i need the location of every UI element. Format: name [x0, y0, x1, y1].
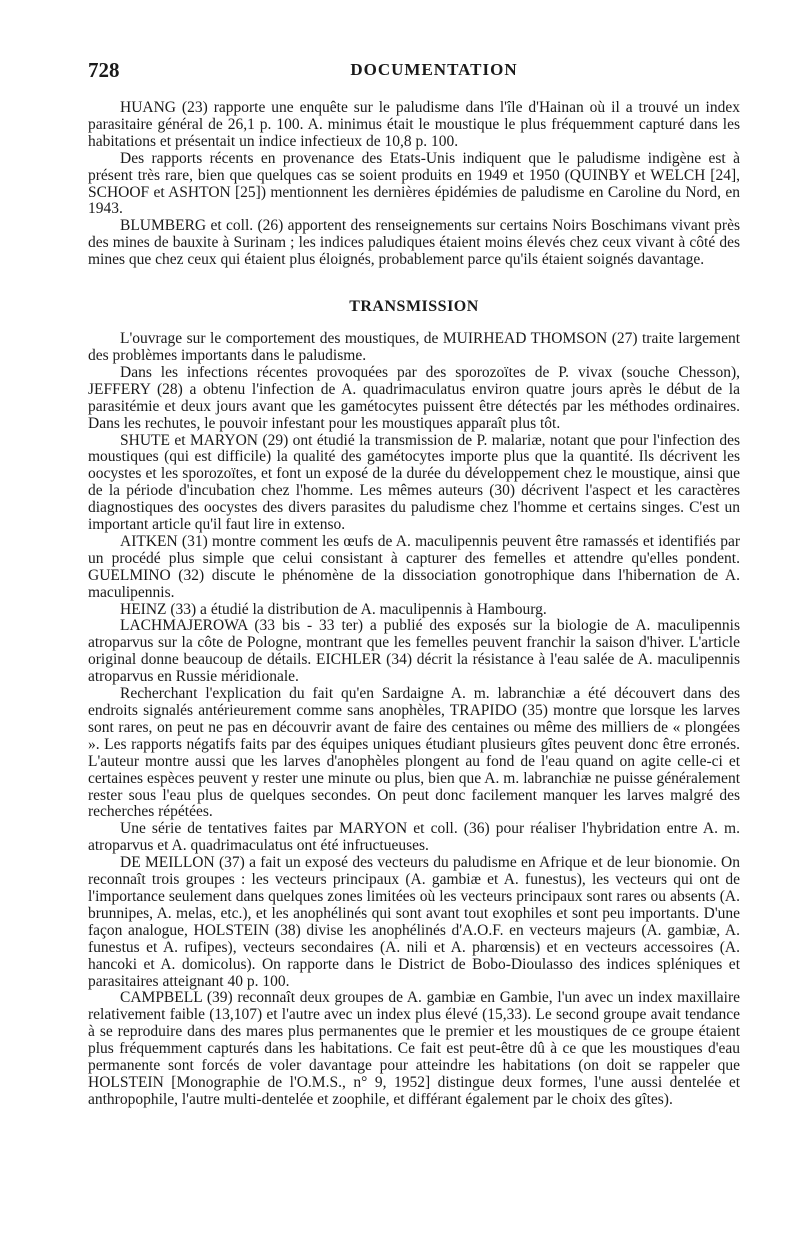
- paragraph: DE MEILLON (37) a fait un exposé des vecteurs du paludisme en Afrique et de leur bionomie. On reconnaît trois groupes : les vecteurs principaux (A. gambiæ et A. funestus), les vecteurs qui ont de l'importance seulement dans quelques zones limitées où les vecteurs principaux sont rares ou absents (A. brunnipes, A. melas, etc.), et les anophélinés qui sont avant tout exophiles et sont peu importants. D'une façon analogue, HOLSTEIN (38) divise les anophélinés d'A.O.F. en vecteurs majeurs (A. gambiæ, A. funestus et A. rufipes), vecteurs secondaires (A. nili et A. pharœnsis) et en vecteurs accessoires (A. hancoki et A. domicolus). On rapporte dans le District de Bobo-Dioulasso des indices spléniques et parasitaires atteignant 40 p. 100.: [88, 854, 740, 990]
- page-number: 728: [88, 58, 120, 82]
- paragraph: BLUMBERG et coll. (26) apportent des renseignements sur certains Noirs Boschimans vivant près des mines de bauxite à Surinam ; les indices paludiques étaient moins élevés chez ceux vivant à côté des mines que chez ceux qui étaient plus éloignés, probablement parce qu'ils étaient soignés davantage.: [88, 217, 740, 269]
- paragraph: L'ouvrage sur le comportement des moustiques, de MUIRHEAD THOMSON (27) traite largement des problèmes importants dans le paludisme.: [88, 330, 740, 364]
- section-heading: TRANSMISSION: [349, 298, 479, 316]
- paragraph: Une série de tentatives faites par MARYON et coll. (36) pour réaliser l'hybridation entre A. m. atroparvus et A. quadrimaculatus ont été infructueuses.: [88, 820, 740, 855]
- paragraph: Recherchant l'explication du fait qu'en Sardaigne A. m. labranchiæ a été découvert dans des endroits signalés antérieurement comme sans anophèles, TRAPIDO (35) montre que lorsque les larves sont rares, on peut ne pas en découvrir avant de faire des centaines ou même des milliers de « plongées ». Les rapports négatifs faits par des équipes uniques étudiant plusieurs gîtes peuvent donc être erronés. L'auteur montre aussi que les larves d'anophèles plongent au fond de l'eau quand on agite celle-ci et certaines espèces peuvent y rester une minute ou plus, bien que A. m. labranchiæ ne puisse généralement rester sous l'eau plus de quelques secondes. On peut donc facilement manquer les larves malgré des recherches répétées.: [88, 685, 740, 821]
- paragraph: SHUTE et MARYON (29) ont étudié la transmission de P. malariæ, notant que pour l'infection des moustiques (qui est difficile) la qualité des gamétocytes importe plus que la quantité. Ils décrivent les oocystes et les sporozoïtes, et font un exposé de la durée du développement chez le moustique, ainsi que de la période d'incubation chez l'homme. Les mêmes auteurs (30) décrivent l'aspect et les caractères diagnostiques des oocystes des divers parasites du paludisme chez l'homme et certains singes. C'est un important article qu'il faut lire in extenso.: [88, 431, 740, 534]
- paragraph: LACHMAJEROWA (33 bis - 33 ter) a publié des exposés sur la biologie de A. maculipennis atroparvus sur la côte de Pologne, montrant que les femelles peuvent franchir la saison d'hiver. L'article original donne beaucoup de détails. EICHLER (34) décrit la résistance à l'eau salée de A. maculipennis atroparvus en Russie méridionale.: [88, 617, 740, 686]
- paragraph: Dans les infections récentes provoquées par des sporozoïtes de P. vivax (souche Chesson), JEFFERY (28) a obtenu l'infection de A. quadrimaculatus environ quatre jours après le début de la parasitémie et deux jours avant que les gamétocytes puissent être détectés par les méthodes ordinaires. Dans les rechutes, le pouvoir infestant pour les moustiques apparaît plus tôt.: [88, 363, 740, 432]
- paragraph: CAMPBELL (39) reconnaît deux groupes de A. gambiæ en Gambie, l'un avec un index maxillaire relativement faible (13,107) et l'autre avec un index plus élevé (15,33). Le second groupe avait tendance à se reproduire dans des mares plus permanentes que le premier et les moustiques de ce groupe étaient plus fréquemment capturés dans les habitations. Ce fait est peut-être dû à ce que les moustiques d'eau permanente sont forcés de voler davantage pour atteindre les habitations (on doit se rappeler que HOLSTEIN [Monographie de l'O.M.S., n° 9, 1952] distingue deux formes, l'une aussi dentelée et anthropophile, l'autre multi-dentelée et zoophile, et différant également par le choix des gîtes).: [88, 989, 740, 1108]
- running-title: DOCUMENTATION: [350, 60, 518, 79]
- paragraph: HUANG (23) rapporte une enquête sur le paludisme dans l'île d'Hainan où il a trouvé un index parasitaire général de 26,1 p. 100. A. minimus était le moustique le plus fréquemment capturé dans les habitations et présentait un indice infectieux de 10,8 p. 100.: [88, 99, 740, 150]
- transmission-section: [88, 331, 740, 1109]
- paragraph: HEINZ (33) a étudié la distribution de A. maculipennis à Hambourg.: [120, 600, 547, 618]
- paragraph: Des rapports récents en provenance des Etats-Unis indiquent que le paludisme indigène est à présent très rare, bien que quelques cas se soient produits en 1949 et 1950 (QUINBY et WELCH [24], SCHOOF et ASHTON [25]) mentionnent les dernières épidémies de paludisme en Caroline du Nord, en 1943.: [88, 149, 740, 218]
- page-header: [88, 58, 740, 88]
- intro-section: [88, 100, 740, 269]
- page-body: [88, 100, 740, 1109]
- paragraph: AITKEN (31) montre comment les œufs de A. maculipennis peuvent être ramassés et identifiés par un procédé plus simple que celui consistant à capturer des femelles et attendre qu'elles pondent. GUELMINO (32) discute le phénomène de la dissociation gonotrophique dans l'hibernation de A. maculipennis.: [88, 532, 740, 601]
